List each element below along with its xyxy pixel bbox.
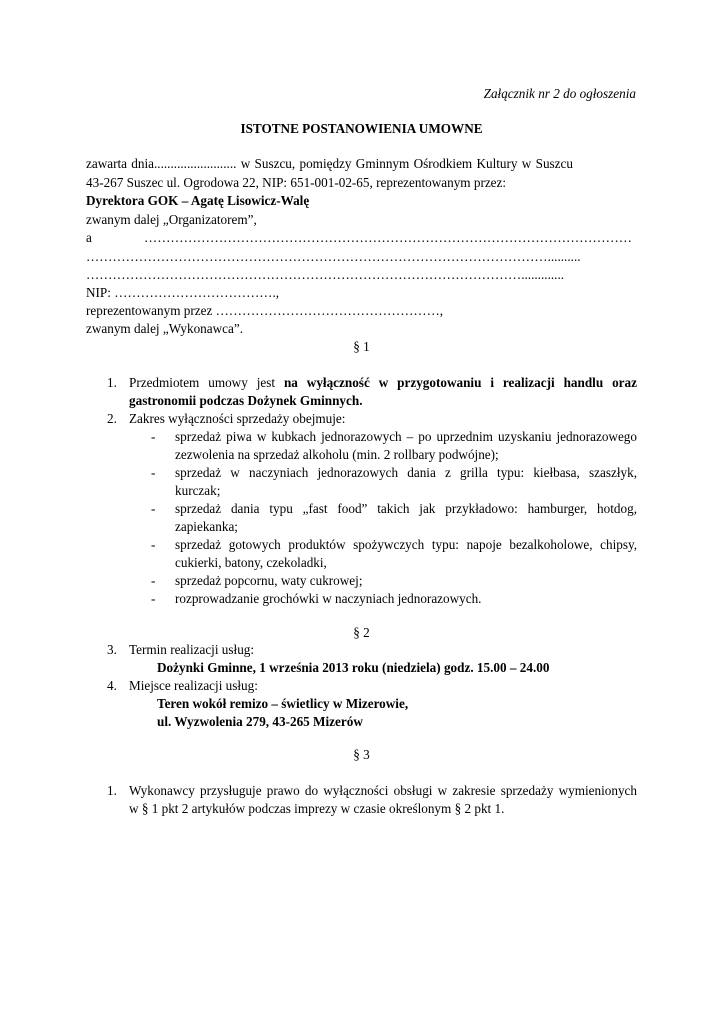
intro-line-2: 43-267 Suszec ul. Ogrodowa 22, NIP: 651-001-02-65, reprezentowanym przez: [86, 175, 507, 190]
event-address: ul. Wyzwolenia 279, 43-265 Mizerów [157, 714, 363, 729]
s3-point-1-line-2: w § 1 pkt 2 artykułów podczas imprezy w czasie określonym § 2 pkt 1. [129, 801, 505, 816]
intro-line-1: zawarta dnia......................... w Suszcu, pomiędzy Gminnym Ośrodkiem Kultury w Suszcu [86, 156, 573, 171]
bullet-3-line-1: sprzedaż dania typu „fast food” takich jak przykładowo: hamburger, hotdog, [175, 501, 637, 516]
bullet-dash: - [151, 429, 156, 444]
bullet-dash: - [151, 501, 156, 516]
s3-point-1-line-1: Wykonawcy przysługuje prawo do wyłączności obsługi w zakresie sprzedaży wymienionych [129, 783, 637, 798]
bullet-1-line-1: sprzedaż piwa w kubkach jednorazowych – po uprzednim uzyskaniu jednorazowego [175, 429, 637, 444]
bullet-2-line-1: sprzedaż w naczyniach jednorazowych dania z grilla typu: kiełbasa, szaszłyk, [175, 465, 637, 480]
s1-point-2-number: 2. [107, 411, 117, 426]
bullet-2-line-2: kurczak; [175, 483, 221, 498]
event-location: Teren wokół remizo – świetlicy w Mizerowie, [157, 696, 409, 711]
bullet-dash: - [151, 465, 156, 480]
s1-point-1-line-1 [129, 375, 637, 391]
section-2-heading: § 2 [353, 625, 370, 640]
organizer-label: zwanym dalej „Organizatorem”, [86, 212, 257, 227]
s1-point-2-text: Zakres wyłączności sprzedaży obejmuje: [129, 411, 346, 426]
bullet-dash: - [151, 537, 156, 552]
s2-point-3-text: Termin realizacji usług: [129, 642, 255, 657]
s1-point-1-line-2: gastronomii podczas Dożynek Gminnych. [129, 393, 363, 408]
contractor-label: zwanym dalej „Wykonawca”. [86, 321, 244, 336]
s1-point-1-number: 1. [107, 375, 117, 390]
bullet-4-line-1: sprzedaż gotowych produktów spożywczych typu: napoje bezalkoholowe, chipsy, [175, 537, 637, 552]
s2-point-3-number: 3. [107, 642, 117, 657]
annex-label: Załącznik nr 2 do ogłoszenia [483, 86, 636, 101]
event-date: Dożynki Gminne, 1 września 2013 roku (niedziela) godz. 15.00 – 24.00 [157, 660, 550, 675]
s2-point-4-number: 4. [107, 678, 117, 693]
s1-point-1-bold: na wyłączność w przygotowaniu i realizacji handlu oraz [283, 375, 637, 390]
s1-point-1-text: Przedmiotem umowy jest [129, 375, 284, 390]
bullet-dash: - [151, 591, 156, 606]
section-1-heading: § 1 [353, 339, 370, 354]
bullet-4-line-2: cukierki, batony, czekoladki, [175, 555, 327, 570]
s3-point-1-number: 1. [107, 783, 117, 798]
contractor-a-label: a [86, 230, 92, 245]
section-3-heading: § 3 [353, 747, 370, 762]
bullet-3-line-2: zapiekanka; [175, 519, 238, 534]
contractor-name-dots: ………………………………………………………………………………………………… [144, 230, 632, 245]
s2-point-4-text: Miejsce realizacji usług: [129, 678, 258, 693]
bullet-5: sprzedaż popcornu, waty cukrowej; [175, 573, 363, 588]
bullet-dash: - [151, 573, 156, 588]
bullet-6: rozprowadzanie grochówki w naczyniach jednorazowych. [175, 591, 482, 606]
document-title: ISTOTNE POSTANOWIENIA UMOWNE [240, 121, 483, 136]
director-name: Dyrektora GOK – Agatę Lisowicz-Walę [86, 193, 310, 208]
nip-field: NIP: ………………………………., [86, 285, 280, 300]
contractor-dots-line-3: ………………………………………………………………………………………............. [86, 267, 565, 282]
contractor-dots-line-2: …………………………………………………………………………………………….......... [86, 249, 581, 264]
bullet-1-line-2: zezwolenia na sprzedaż alkoholu (min. 2 rollbary podwójne); [175, 447, 499, 462]
represented-by-field: reprezentowanym przez ……………………………………………, [86, 303, 444, 318]
